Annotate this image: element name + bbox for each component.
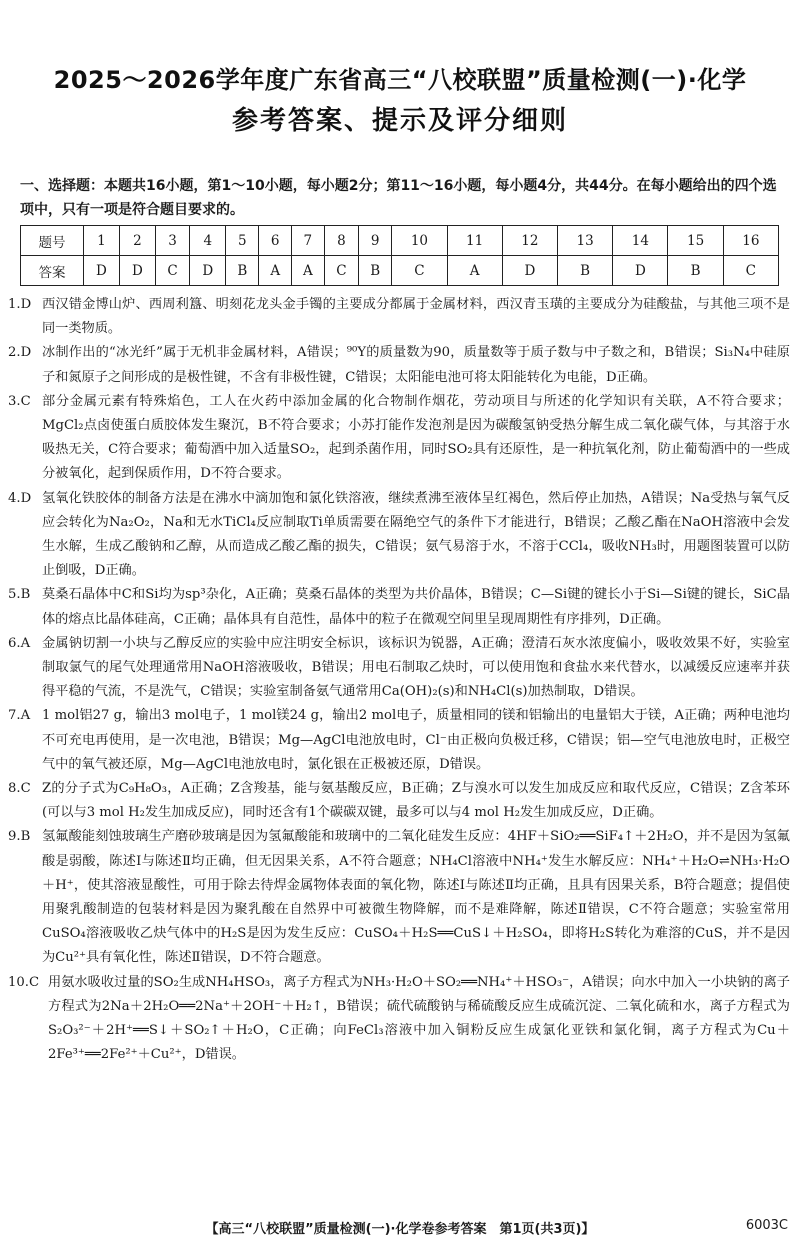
- answer-cell: A: [292, 256, 325, 286]
- explanation-number: 2.D: [8, 345, 32, 361]
- explanation-item: [8, 390, 790, 487]
- document-code: 6003C: [745, 1218, 788, 1233]
- explanation-text: 金属钠切割一小块与乙醇反应的实验中应注明安全标识，该标识为锐器，A正确；澄清石灰水浓度偏小，吸收效果不好，实验室制取氯气的尾气处理通常用NaOH溶液吸收，B错误；用电石制取乙炔时，可以使用饱和食盐水来代替水，以减缓反应速率并获得平稳的气流，不是洗气，C错误；实验室制备氨气通常用Ca(OH)₂(s)和NH₄Cl(s)加热制取，D错误。: [42, 635, 790, 700]
- question-number-cell: 1: [84, 226, 120, 256]
- answer-cell: D: [190, 256, 226, 286]
- section-instructions: 一、选择题：本题共16小题，第1～10小题，每小题2分；第11～16小题，每小题4分，共44分。在每小题给出的四个选项中，只有一项是符合题目要求的。: [20, 178, 777, 218]
- question-number-cell: 13: [558, 226, 613, 256]
- question-number-cell: 5: [226, 226, 259, 256]
- question-number-cell: 9: [359, 226, 392, 256]
- explanation-item: [8, 704, 790, 777]
- explanation-text: 莫桑石晶体中C和Si均为sp³杂化，A正确；莫桑石晶体的类型为共价晶体，B错误；C—Si键的键长小于Si—Si键的键长，SiC晶体的熔点比晶体硅高，C正确；晶体具有自范性，晶体中的粒子在微观空间里呈现周期性有序排列，D正确。: [42, 587, 790, 627]
- question-number-cell: 4: [190, 226, 226, 256]
- question-number-cell: 3: [155, 226, 189, 256]
- answer-cell: A: [259, 256, 292, 286]
- page-footer: 【高三“八校联盟”质量检测(一)·化学卷参考答案 第1页(共3页)】: [205, 1222, 595, 1237]
- answer-cell: B: [668, 256, 723, 286]
- question-number-cell: 2: [119, 226, 155, 256]
- answer-cell: C: [723, 256, 778, 286]
- document-subtitle: 参考答案、提示及评分细则: [231, 106, 568, 136]
- explanation-item: [8, 971, 790, 1068]
- explanation-text: 冰制作出的“冰光纤”属于无机非金属材料，A错误；⁹⁰Y的质量数为90，质量数等于质子数与中子数之和，B错误；Si₃N₄中硅原子和氮原子之间形成的是极性键，不含有非极性键，C错误；太阳能电池可将太阳能转化为电能，D正确。: [42, 345, 790, 385]
- answer-cell: D: [119, 256, 155, 286]
- question-number-cell: 12: [502, 226, 557, 256]
- explanation-item: [8, 487, 790, 584]
- answer-cell: C: [324, 256, 358, 286]
- answer-cell: B: [359, 256, 392, 286]
- answer-row: [21, 256, 779, 286]
- answer-cell: D: [502, 256, 557, 286]
- explanation-text: 西汉错金博山炉、西周利簋、明刻花龙头金手镯的主要成分都属于金属材料，西汉青玉璜的主要成分为硅酸盐，与其他三项不是同一类物质。: [42, 297, 790, 337]
- question-number-cell: 15: [668, 226, 723, 256]
- question-number-cell: 11: [447, 226, 502, 256]
- question-number-row: [21, 226, 779, 256]
- explanation-text: Z的分子式为C₉H₈O₃，A正确；Z含羧基，能与氨基酸反应，B正确；Z与溴水可以发生加成反应和取代反应，C错误；Z含苯环(可以与3 mol H₂发生加成反应)，同时还含有1个碳碳双键，最多可以与4 mol H₂发生加成反应，D正确。: [42, 781, 790, 821]
- explanation-number: 6.A: [8, 635, 31, 651]
- explanation-item: [8, 293, 790, 341]
- explanation-number: 9.B: [8, 829, 31, 845]
- explanation-number: 3.C: [8, 393, 31, 409]
- explanation-number: 7.A: [8, 708, 31, 724]
- explanation-number: 8.C: [8, 781, 31, 797]
- explanation-item: [8, 632, 790, 705]
- question-number-cell: 10: [392, 226, 447, 256]
- explanation-number: 5.B: [8, 587, 31, 603]
- answer-cell: A: [447, 256, 502, 286]
- explanation-text: 氢氟酸能刻蚀玻璃生产磨砂玻璃是因为氢氟酸能和玻璃中的二氧化硅发生反应：4HF＋SiO₂══SiF₄↑＋2H₂O，并不是因为氢氟酸是弱酸，陈述Ⅰ与陈述Ⅱ均正确，但无因果关系，A不符合题意；NH₄Cl溶液中NH₄⁺发生水解反应：NH₄⁺＋H₂O⇌NH₃·H₂O＋H⁺，使其溶液显酸性，可用于除去待焊金属物体表面的氧化物，陈述Ⅰ与陈述Ⅱ均正确，且具有因果关系，B符合题意；提倡使用聚乳酸制造的包装材料是因为聚乳酸在自然界中可被微生物降解，而不是难降解，陈述Ⅱ错误，C不符合题意；实验室常用CuSO₄溶液吸收乙炔气体中的H₂S是因为发生反应：CuSO₄＋H₂S══CuS↓＋H₂SO₄，即将H₂S转化为难溶的CuS，并不是因为Cu²⁺具有氧化性，陈述Ⅱ错误，D不符合题意。: [42, 829, 790, 966]
- answer-cell: D: [613, 256, 668, 286]
- answer-cell: B: [226, 256, 259, 286]
- explanation-number: 10.C: [8, 974, 40, 990]
- answer-cell: B: [558, 256, 613, 286]
- header-label-cell: 题号: [21, 226, 84, 256]
- explanation-text: 氢氧化铁胶体的制备方法是在沸水中滴加饱和氯化铁溶液，继续煮沸至液体呈红褐色，然后停止加热，A错误；Na受热与氧气反应会转化为Na₂O₂，Na和无水TiCl₄反应制取Ti单质需要在隔绝空气的条件下才能进行，B错误；乙酸乙酯在NaOH溶液中会发生水解，生成乙酸钠和乙醇，从而造成乙酸乙酯的损失，C错误；氨气易溶于水，不溶于CCl₄，吸收NH₃时，用题图装置可以防止倒吸，D正确。: [42, 490, 790, 579]
- explanation-number: 1.D: [8, 297, 32, 312]
- explanation-item: [8, 777, 790, 825]
- question-number-cell: 6: [259, 226, 292, 256]
- explanation-item: [8, 341, 790, 389]
- explanations: [8, 293, 790, 1068]
- answer-cell: C: [392, 256, 447, 286]
- explanation-item: [8, 583, 790, 631]
- document-title: 2025～2026学年度广东省高三“八校联盟”质量检测(一)·化学: [53, 66, 747, 94]
- answer-cell: C: [155, 256, 189, 286]
- question-number-cell: 16: [723, 226, 778, 256]
- explanation-number: 4.D: [8, 490, 32, 506]
- answer-label-cell: 答案: [21, 256, 84, 286]
- answer-cell: D: [84, 256, 120, 286]
- explanation-item: [8, 825, 790, 970]
- question-number-cell: 14: [613, 226, 668, 256]
- question-number-cell: 7: [292, 226, 325, 256]
- answer-table: [20, 225, 779, 286]
- explanation-text: 用氨水吸收过量的SO₂生成NH₄HSO₃，离子方程式为NH₃·H₂O＋SO₂══NH₄⁺＋HSO₃⁻，A错误；向水中加入一小块钠的离子方程式为2Na＋2H₂O══2Na⁺＋2OH⁻＋H₂↑，B错误；硫代硫酸钠与稀硫酸反应生成硫沉淀、二氧化硫和水，离子方程式为S₂O₃²⁻＋2H⁺══S↓＋SO₂↑＋H₂O，C正确；向FeCl₃溶液中加入铜粉反应生成氯化亚铁和氯化铜，离子方程式为Cu＋2Fe³⁺══2Fe²⁺＋Cu²⁺，D错误。: [48, 974, 790, 1063]
- explanation-text: 1 mol铝27 g，输出3 mol电子，1 mol镁24 g，输出2 mol电子，质量相同的镁和铝输出的电量铝大于镁，A正确；两种电池均不可充电再使用，是一次电池，B错误；Mg—AgCl电池放电时，Cl⁻由正极向负极迁移，C错误；铝—空气电池放电时，正极空气中的氧气被还原，Mg—AgCl电池放电时，氯化银在正极被还原，D错误。: [42, 708, 790, 772]
- explanation-text: 部分金属元素有特殊焰色，工人在火药中添加金属的化合物制作烟花，劳动项目与所述的化学知识有关联，A不符合要求；MgCl₂点卤使蛋白质胶体发生聚沉，B不符合要求；小苏打能作发泡剂是因为碳酸氢钠受热分解生成二氧化碳气体，与其溶于水吸热无关，C符合要求；葡萄酒中加入适量SO₂，起到杀菌作用，同时SO₂具有还原性，是一种抗氧化剂，防止葡萄酒中的一些成分被氧化，起到保质作用，D不符合要求。: [42, 393, 790, 482]
- question-number-cell: 8: [324, 226, 358, 256]
